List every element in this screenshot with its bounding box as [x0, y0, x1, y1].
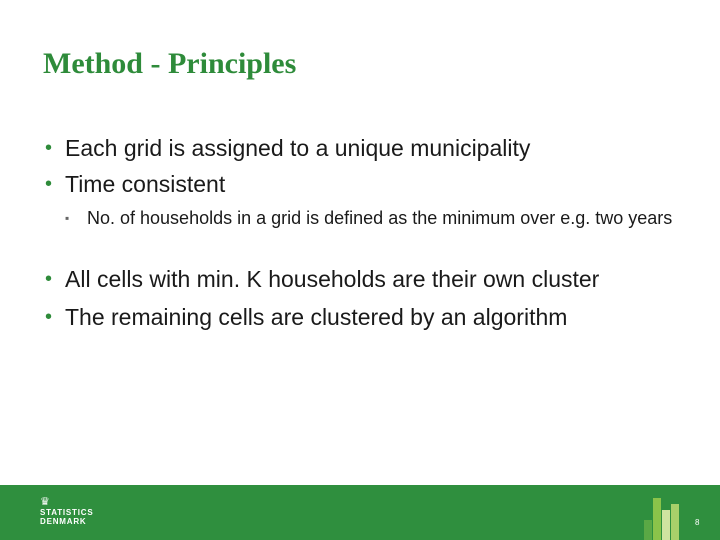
- bullet-text: Time consistent: [65, 171, 226, 197]
- decorative-bar: [653, 498, 661, 540]
- logo-text-line1: STATISTICS: [40, 508, 94, 517]
- decorative-bar: [644, 520, 652, 540]
- bullet-dot-icon: •: [45, 306, 53, 328]
- decorative-bar: [671, 504, 679, 540]
- logo-text-line2: DENMARK: [40, 517, 87, 526]
- bullet-text: The remaining cells are clustered by an algorithm: [65, 304, 568, 330]
- sub-bullet-text: No. of households in a grid is defined as the minimum over e.g. two years: [87, 208, 673, 228]
- bullet-text: Each grid is assigned to a unique municipality: [65, 135, 531, 161]
- bullet-dot-icon: •: [45, 268, 53, 290]
- footer-bar: [0, 485, 720, 540]
- statistics-denmark-logo: [40, 497, 93, 526]
- square-bullet-icon: ▪: [65, 211, 70, 225]
- decorative-bar: [662, 510, 670, 540]
- crown-icon: ♛: [40, 496, 50, 508]
- decorative-bars: [640, 485, 700, 540]
- bullet-text: All cells with min. K households are their own cluster: [65, 266, 600, 292]
- bullet-dot-icon: •: [45, 137, 53, 159]
- slide-title: Method - Principles: [43, 47, 297, 80]
- page-number: 8: [695, 518, 700, 527]
- bullet-dot-icon: •: [45, 173, 53, 195]
